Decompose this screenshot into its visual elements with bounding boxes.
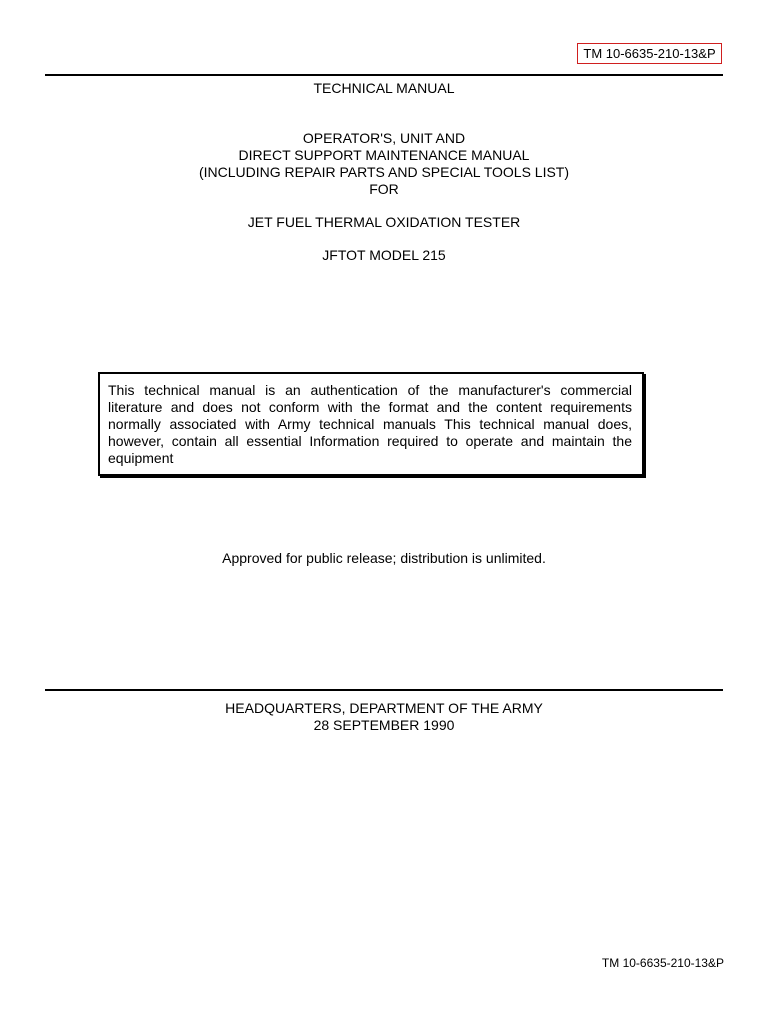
title-line-2: DIRECT SUPPORT MAINTENANCE MANUAL	[238, 147, 530, 163]
equipment-title: JET FUEL THERMAL OXIDATION TESTER	[247, 214, 521, 230]
authentication-notice-text: This technical manual is an authentication of the manufacturer's commercial literature and does not conform with the format and the content requirements normally associated with Army technical manuals This technical manual does, however, contain all essential Information required to operate and maintain the equipment	[108, 382, 632, 466]
authentication-notice-box	[98, 372, 644, 476]
title-line-3: (INCLUDING REPAIR PARTS AND SPECIAL TOOLS LIST)	[198, 164, 570, 180]
issuing-authority: HEADQUARTERS, DEPARTMENT OF THE ARMY	[225, 700, 543, 716]
bottom-divider	[45, 689, 723, 691]
publication-date: 28 SEPTEMBER 1990	[313, 717, 455, 733]
title-line-1: OPERATOR'S, UNIT AND	[302, 130, 466, 146]
model-number: JFTOT MODEL 215	[322, 247, 446, 263]
top-divider	[45, 74, 723, 76]
footer-document-id: TM 10-6635-210-13&P	[601, 956, 724, 970]
document-id-highlight: TM 10-6635-210-13&P	[577, 43, 722, 64]
manual-type-heading: TECHNICAL MANUAL	[313, 80, 455, 96]
distribution-statement: Approved for public release; distribution is unlimited.	[222, 550, 546, 566]
title-line-4: FOR	[369, 181, 399, 197]
